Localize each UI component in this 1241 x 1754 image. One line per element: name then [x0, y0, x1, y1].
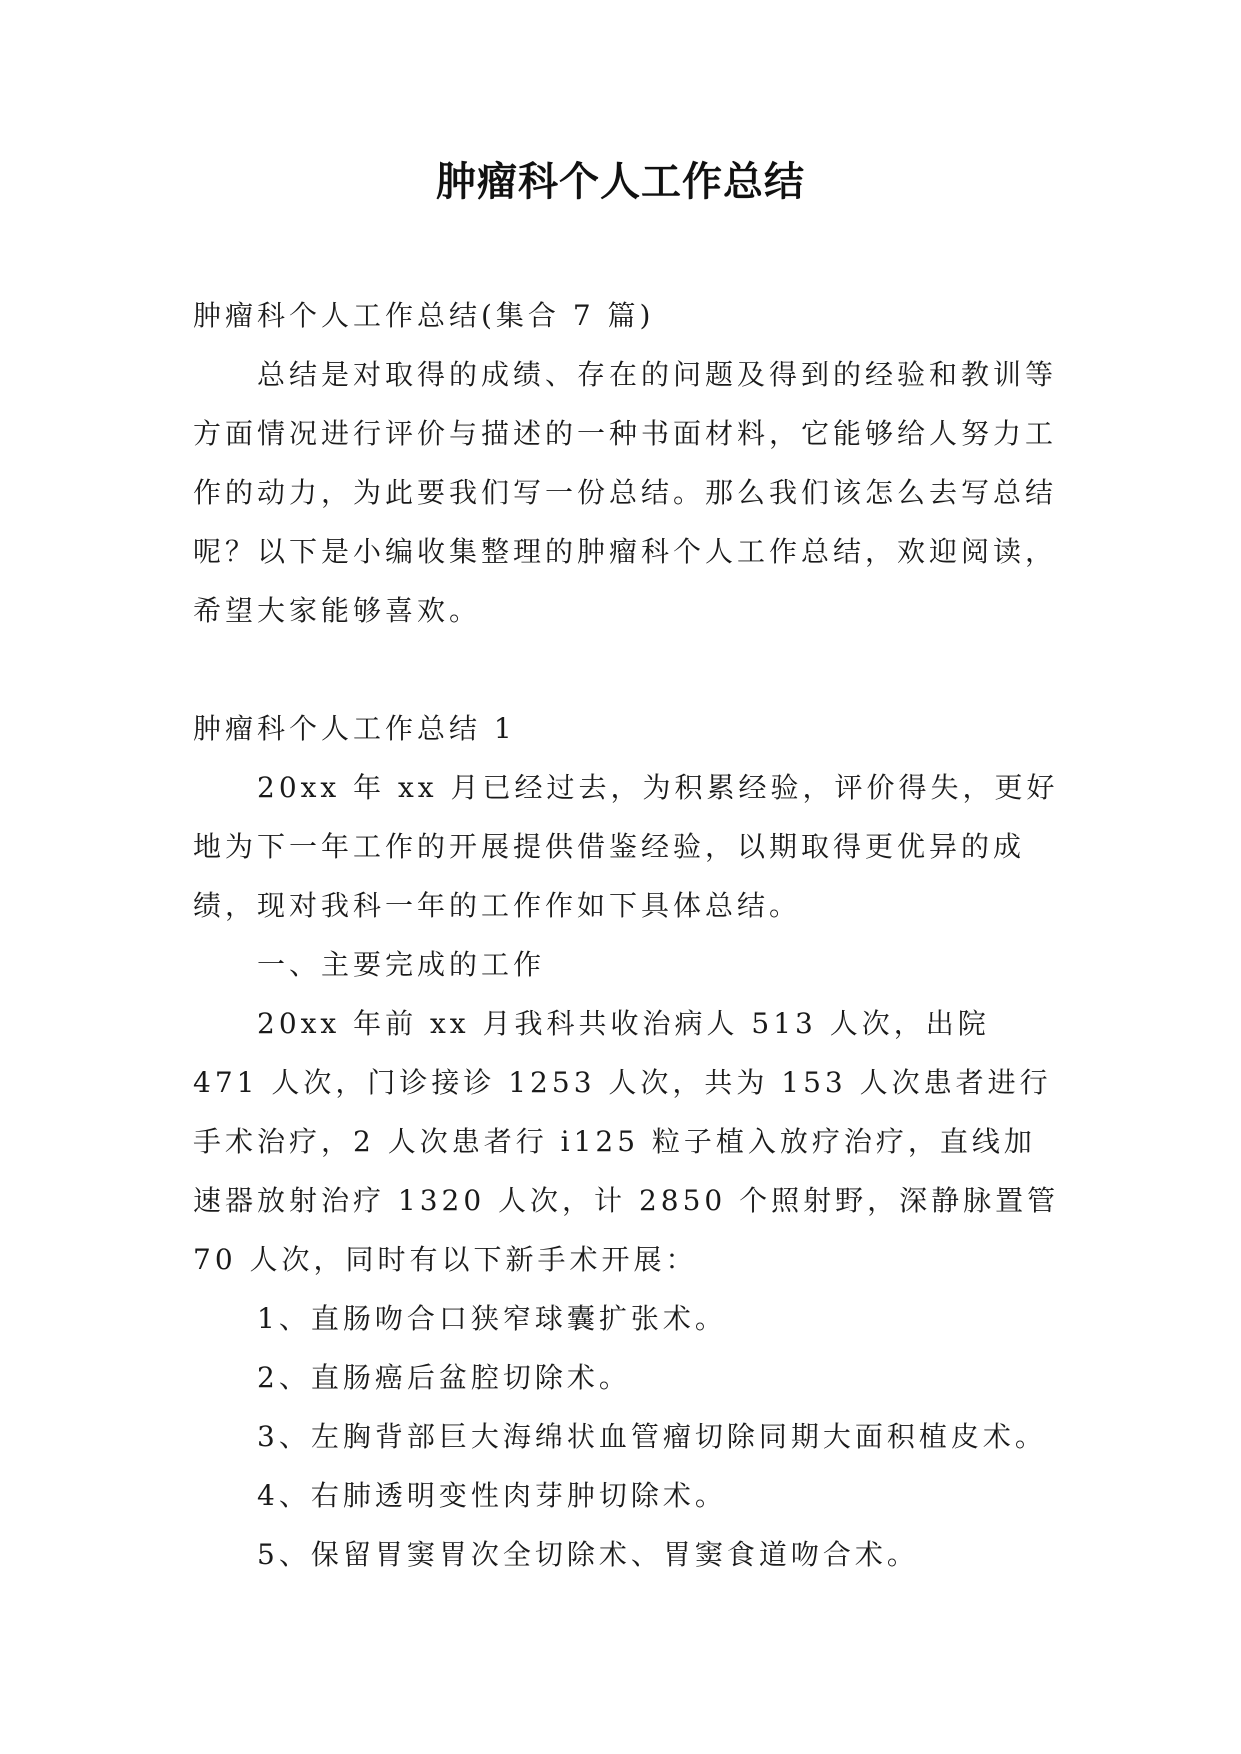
document-title: 肿瘤科个人工作总结 [436, 158, 805, 205]
section-paragraph: 20xx 年 xx 月已经过去，为积累经验，评价得失，更好地为下一年工作的开展提供借鉴经验，以期取得更优异的成绩，现对我科一年的工作作如下具体总结。 [193, 771, 1059, 922]
list-item: 4、右肺透明变性肉芽肿切除术。 [257, 1479, 727, 1512]
section-paragraph-2: 20xx 年前 xx 月我科共收治病人 513 人次，出院 471 人次，门诊接诊 1253 人次，共为 153 人次患者进行手术治疗，2 人次患者行 i125 粒子植入放疗治疗，直线加速器放射治疗 1320 人次，计 2850 个照射野，深静脉置管 70 人次，同时有以下新手术开展： [193, 1007, 1060, 1276]
document-subtitle: 肿瘤科个人工作总结(集合 7 篇) [193, 299, 655, 332]
intro-paragraph: 总结是对取得的成绩、存在的问题及得到的经验和教训等方面情况进行评价与描述的一种书面材料，它能够给人努力工作的动力，为此要我们写一份总结。那么我们该怎么去写总结呢？以下是小编收集整理的肿瘤科个人工作总结，欢迎阅读，希望大家能够喜欢。 [193, 358, 1058, 627]
subheading: 一、主要完成的工作 [257, 948, 546, 981]
list-item: 2、直肠癌后盆腔切除术。 [257, 1361, 631, 1394]
list-item: 3、左胸背部巨大海绵状血管瘤切除同期大面积植皮术。 [257, 1420, 1047, 1453]
paragraph-spacer [193, 640, 1065, 699]
list-item: 1、直肠吻合口狭窄球囊扩张术。 [257, 1302, 727, 1335]
section-heading: 肿瘤科个人工作总结 1 [193, 712, 516, 745]
document-body [193, 286, 1065, 1584]
list-item: 5、保留胃窦胃次全切除术、胃窦食道吻合术。 [257, 1538, 919, 1571]
